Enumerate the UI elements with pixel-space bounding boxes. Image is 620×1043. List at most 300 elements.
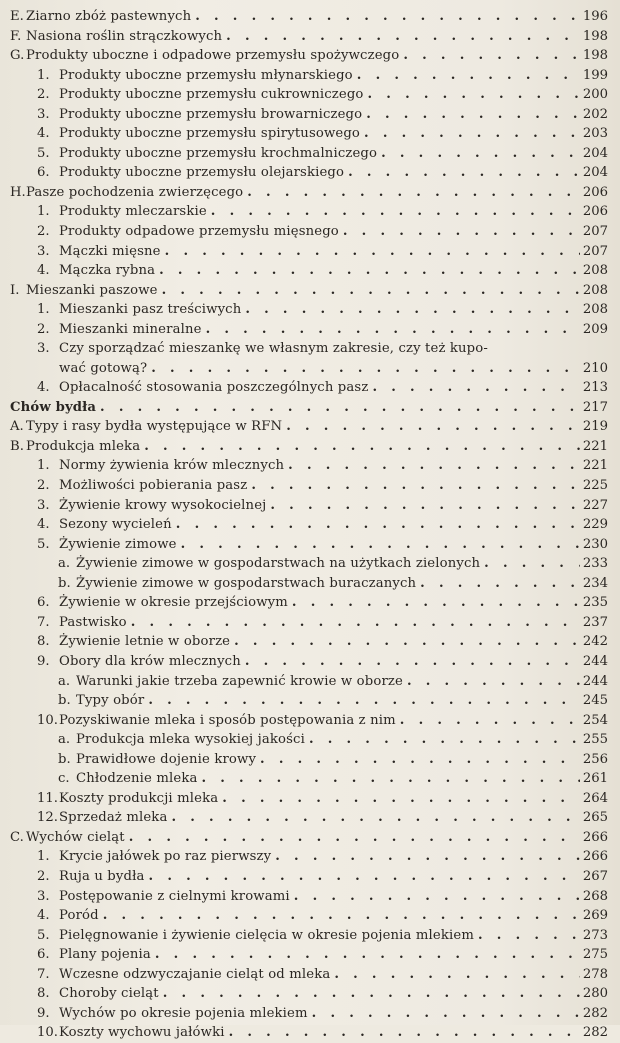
toc-entry — [0, 339, 620, 378]
toc-entry-title: Wychów cieląt — [26, 829, 125, 845]
toc-entry — [0, 242, 620, 262]
toc-entry — [0, 202, 620, 222]
toc-entry — [0, 398, 620, 418]
toc-entry-line — [37, 632, 584, 652]
dot-leader — [151, 359, 580, 379]
toc-entry-line — [37, 887, 584, 907]
toc-page-number: 268 — [582, 888, 608, 904]
toc-entry-line — [37, 378, 584, 398]
toc-page-number: 234 — [582, 575, 608, 591]
toc-entry-number: 8. — [37, 634, 50, 650]
toc-entry — [0, 808, 620, 828]
toc-entry — [0, 476, 620, 496]
toc-entry-title: Warunki jakie trzeba zapewnić krowie w oborze — [76, 673, 403, 689]
toc-entry — [0, 105, 620, 125]
toc-entry-number: b. — [58, 575, 71, 591]
toc-entry-line — [37, 847, 584, 867]
toc-entry-title: Choroby cieląt — [59, 986, 159, 1002]
toc-entry-title: Sprzedaż mleka — [59, 810, 168, 826]
toc-entry-number: B. — [10, 438, 24, 454]
toc-page-number: 267 — [582, 868, 608, 884]
toc-page-number: 244 — [582, 673, 608, 689]
toc-entry — [0, 183, 620, 203]
toc-entry-title: Produkty uboczne przemysłu spirytusowego — [59, 126, 361, 142]
toc-entry-number: b. — [58, 693, 71, 709]
toc-entry-line — [37, 808, 584, 828]
toc-entry-title: Obory dla krów mlecznych — [59, 653, 241, 669]
toc-page-number: 208 — [582, 282, 608, 298]
toc-entry-line — [58, 574, 584, 594]
toc-entry-line — [37, 1023, 584, 1043]
toc-entry — [0, 496, 620, 516]
dot-leader — [159, 261, 580, 281]
toc-entry-number: 6. — [37, 595, 50, 611]
toc-entry-line — [37, 476, 584, 496]
toc-entry-title: Ziarno zbóż pastewnych — [26, 9, 192, 24]
toc-page-number: 206 — [582, 184, 608, 200]
dot-leader — [211, 202, 580, 222]
toc-entry-title: Produkcja mleka wysokiej jakości — [76, 732, 305, 748]
dot-leader — [201, 769, 580, 789]
dot-leader — [234, 632, 580, 652]
dot-leader — [403, 46, 580, 66]
toc-entry-number: 4. — [37, 908, 50, 924]
toc-entry-line — [37, 242, 584, 262]
toc-entry — [0, 730, 620, 750]
toc-entry-number: 2. — [37, 224, 50, 240]
toc-entry-title-continued: wać gotową? — [59, 360, 148, 376]
dot-leader — [478, 926, 580, 946]
toc-entry-title: Pozyskiwanie mleka i sposób postępowania z nim — [59, 712, 396, 728]
toc-entry — [0, 1004, 620, 1024]
toc-entry-line — [10, 437, 584, 457]
toc-entry-title: Sezony wycieleń — [59, 517, 172, 533]
toc-page-number: 233 — [582, 556, 608, 572]
chapter-title: Chów bydła — [10, 399, 97, 415]
toc-entry-title: Ruja u bydła — [59, 868, 145, 884]
toc-page-number: 204 — [582, 145, 608, 161]
toc-page-number: 204 — [582, 165, 608, 181]
toc-page-number: 282 — [582, 1025, 608, 1041]
dot-leader — [484, 554, 580, 574]
toc-entry-title: Żywienie letnie w oborze — [59, 634, 231, 650]
toc-entry-line — [58, 730, 584, 750]
toc-entry-line — [37, 222, 584, 242]
toc-entry-title: Nasiona roślin strączkowych — [26, 28, 223, 44]
toc-entry-title: Produkty odpadowe przemysłu mięsnego — [59, 224, 339, 240]
toc-entry-line — [37, 965, 584, 985]
dot-leader — [195, 7, 580, 27]
toc-page-number: 208 — [582, 302, 608, 318]
toc-page-number: 266 — [582, 829, 608, 845]
toc-entry — [0, 163, 620, 183]
toc-entry — [0, 437, 620, 457]
toc-page-number: 196 — [582, 9, 608, 24]
toc-entry-number: 4. — [37, 126, 50, 142]
dot-leader — [343, 222, 580, 242]
toc-entry — [0, 691, 620, 711]
toc-entry-title: Produkty uboczne przemysłu cukrowniczego — [59, 87, 364, 103]
toc-entry-number: 9. — [37, 1005, 50, 1021]
toc-page-number: 265 — [582, 810, 608, 826]
dot-leader — [312, 1004, 580, 1024]
toc-entry — [0, 535, 620, 555]
toc-entry-number: 3. — [37, 497, 50, 513]
toc-entry-title: Produkty uboczne przemysłu młynarskiego — [59, 67, 353, 83]
toc-entry-line — [37, 867, 584, 887]
toc-page-number: 219 — [582, 419, 608, 435]
toc-page-number: 266 — [582, 849, 608, 865]
toc-entry-number: c. — [58, 771, 70, 787]
dot-leader — [149, 867, 580, 887]
toc-page-number: 275 — [582, 947, 608, 963]
toc-entry-number: 3. — [37, 243, 50, 259]
toc-entry-line — [37, 85, 584, 105]
toc-entry-number: 1. — [37, 204, 50, 220]
dot-leader — [368, 85, 581, 105]
toc-entry-number: a. — [58, 732, 71, 748]
toc-entry-line — [37, 105, 584, 125]
toc-entry-line — [37, 320, 584, 340]
toc-entry — [0, 711, 620, 731]
toc-entry — [0, 672, 620, 692]
toc-entry-number: H. — [10, 184, 26, 200]
toc-entry-line — [10, 7, 584, 27]
toc-entry — [0, 554, 620, 574]
toc-entry-line — [58, 750, 584, 770]
toc-entry-number: 10. — [37, 712, 58, 728]
toc-entry — [0, 652, 620, 672]
dot-leader — [163, 984, 580, 1004]
dot-leader — [129, 828, 580, 848]
toc-entry-number: 7. — [37, 614, 50, 630]
toc-page-number: 278 — [582, 966, 608, 982]
toc-entry — [0, 965, 620, 985]
toc-entry-line — [10, 828, 584, 848]
toc-page-number: 210 — [582, 360, 608, 376]
dot-leader — [155, 945, 580, 965]
toc-entry-line — [10, 183, 584, 203]
toc-entry-title: Poród — [59, 908, 99, 924]
toc-entry-number: 3. — [37, 888, 50, 904]
toc-page-number: 273 — [582, 927, 608, 943]
toc-entry-number: A. — [10, 419, 24, 435]
dot-leader — [247, 183, 580, 203]
toc-page-number: 255 — [582, 732, 608, 748]
toc-page-number: 203 — [582, 126, 608, 142]
toc-page-number: 208 — [582, 263, 608, 279]
toc-entry — [0, 613, 620, 633]
toc-entry-title: Pasze pochodzenia zwierzęcego — [26, 184, 244, 200]
toc-entry-number: 4. — [37, 380, 50, 396]
toc-entry-title: Wczesne odzwyczajanie cieląt od mleka — [59, 966, 331, 982]
dot-leader — [294, 887, 580, 907]
toc-entry-line — [58, 769, 584, 789]
toc-entry-title: Opłacalność stosowania poszczególnych pasz — [59, 380, 369, 396]
toc-page-number: 225 — [582, 478, 608, 494]
toc-entry-title: Plany pojenia — [59, 947, 151, 963]
toc-entry-number: 2. — [37, 868, 50, 884]
toc-entry-title: Mączka rybna — [59, 263, 156, 279]
toc-entry-title: Krycie jałówek po raz pierwszy — [59, 849, 272, 865]
toc-page-number: 198 — [582, 48, 608, 64]
dot-leader — [100, 398, 580, 418]
dot-leader — [270, 496, 580, 516]
toc-entry — [0, 1023, 620, 1043]
toc-page-number: 245 — [582, 693, 608, 709]
toc-entry-title: Typy i rasy bydła występujące w RFN — [26, 419, 283, 435]
toc-entry-title: Produkty uboczne przemysłu olejarskiego — [59, 165, 345, 181]
toc-entry — [0, 124, 620, 144]
dot-leader — [226, 27, 580, 47]
toc-entry-line — [37, 906, 584, 926]
toc-entry-line — [37, 926, 584, 946]
toc-entry-title: Żywienie zimowe w gospodarstwach na użytkach zielonych — [76, 556, 481, 572]
toc-page-number: 207 — [582, 243, 608, 259]
toc-page-number: 200 — [582, 87, 608, 103]
dot-leader — [181, 535, 580, 555]
dot-leader — [260, 750, 580, 770]
toc-entry-title: Postępowanie z cielnymi krowami — [59, 888, 290, 904]
toc-entry-number: 1. — [37, 67, 50, 83]
toc-entry — [0, 456, 620, 476]
toc-entry — [0, 769, 620, 789]
toc-entry — [0, 593, 620, 613]
toc-entry-number: G. — [10, 48, 25, 64]
toc-page-number: 227 — [582, 497, 608, 513]
toc-page-number: 256 — [582, 751, 608, 767]
dot-leader — [229, 1023, 580, 1043]
toc-page-number: 202 — [582, 106, 608, 122]
dot-leader — [222, 789, 580, 809]
toc-entry-line — [37, 711, 584, 731]
toc-entry-title: Koszty produkcji mleka — [59, 790, 219, 806]
toc-entry — [0, 926, 620, 946]
toc-entry-title: Produkty uboczne przemysłu krochmalniczego — [59, 145, 378, 161]
toc-entry-number: 6. — [37, 947, 50, 963]
toc-entry-title: Żywienie krowy wysokocielnej — [59, 497, 267, 513]
toc-entry-title: Mieszanki paszowe — [26, 282, 158, 298]
toc-page-number: 198 — [582, 28, 608, 44]
toc-entry-line — [37, 789, 584, 809]
toc-entry-number: 5. — [37, 145, 50, 161]
toc-page-number: 235 — [582, 595, 608, 611]
toc-page-number: 207 — [582, 224, 608, 240]
toc-entry-title: Czy sporządzać mieszankę we własnym zakresie, czy też kupo- — [59, 341, 488, 357]
dot-leader — [275, 847, 580, 867]
toc-entry — [0, 984, 620, 1004]
dot-leader — [381, 144, 580, 164]
toc-entry — [0, 847, 620, 867]
toc-entry-line — [37, 652, 584, 672]
dot-leader — [176, 515, 580, 535]
dot-leader — [286, 417, 580, 437]
toc-entry-line — [10, 27, 584, 47]
toc-entry — [0, 750, 620, 770]
toc-entry — [0, 320, 620, 340]
toc-entry — [0, 27, 620, 47]
toc-entry-title: Żywienie zimowe — [59, 536, 177, 552]
toc-entry-number: F. — [10, 28, 22, 44]
dot-leader — [334, 965, 580, 985]
toc-page-number: 264 — [582, 790, 608, 806]
toc-page-number: 282 — [582, 1005, 608, 1021]
toc-entry-line — [37, 1004, 584, 1024]
toc-entry-title: Koszty wychowu jałówki — [59, 1025, 225, 1041]
toc-entry-number: 4. — [37, 517, 50, 533]
toc-entry — [0, 85, 620, 105]
toc-page-number: 229 — [582, 517, 608, 533]
toc-page-number: 199 — [582, 67, 608, 83]
toc-entry-title: Chłodzenie mleka — [76, 771, 198, 787]
toc-page-number: 242 — [582, 634, 608, 650]
dot-leader — [148, 691, 580, 711]
toc-entry — [0, 300, 620, 320]
toc-entry-line — [37, 945, 584, 965]
toc-entry-title: Produkcja mleka — [26, 438, 141, 454]
toc-entry — [0, 906, 620, 926]
toc-entry-line — [37, 261, 584, 281]
toc-entry-title: Żywienie zimowe w gospodarstwach buraczanych — [76, 575, 417, 591]
toc-entry — [0, 144, 620, 164]
toc-entry-title: Pielęgnowanie i żywienie cielęcia w okresie pojenia mlekiem — [59, 927, 474, 943]
toc-entry-title: Wychów po okresie pojenia mlekiem — [59, 1005, 308, 1021]
toc-page-number: 269 — [582, 908, 608, 924]
toc-entry-line — [59, 359, 584, 379]
toc-entry-number: C. — [10, 829, 24, 845]
toc-page-number: 244 — [582, 653, 608, 669]
dot-leader — [407, 672, 580, 692]
toc-entry-title: Produkty mleczarskie — [59, 204, 207, 220]
toc-entry-line — [37, 163, 584, 183]
dot-leader — [245, 300, 580, 320]
toc-entry — [0, 417, 620, 437]
dot-leader — [103, 906, 580, 926]
toc-page-number: 221 — [582, 438, 608, 454]
toc-entry-line — [37, 613, 584, 633]
toc-entry-number: 6. — [37, 165, 50, 181]
dot-leader — [206, 320, 580, 340]
toc-entry-number: 3. — [37, 106, 50, 122]
toc-page-number: 217 — [582, 399, 608, 415]
toc-entry-number: E. — [10, 9, 24, 24]
table-of-contents — [0, 7, 620, 1043]
toc-entry — [0, 828, 620, 848]
toc-entry-line — [37, 496, 584, 516]
dot-leader — [288, 456, 580, 476]
dot-leader — [348, 163, 580, 183]
toc-entry-line — [37, 202, 584, 222]
dot-leader — [364, 124, 580, 144]
toc-entry-title: Normy żywienia krów mlecznych — [59, 458, 285, 474]
toc-page-number: 254 — [582, 712, 608, 728]
toc-entry-line — [37, 593, 584, 613]
toc-page-number: 221 — [582, 458, 608, 474]
dot-leader — [251, 476, 580, 496]
toc-entry-line — [37, 144, 584, 164]
toc-entry-number: 3. — [37, 341, 50, 357]
dot-leader — [162, 281, 580, 301]
toc-entry — [0, 632, 620, 652]
toc-entry-line — [37, 300, 584, 320]
toc-entry — [0, 789, 620, 809]
toc-entry — [0, 867, 620, 887]
dot-leader — [144, 437, 580, 457]
toc-page-number: 261 — [582, 771, 608, 787]
dot-leader — [400, 711, 580, 731]
toc-entry-line — [37, 515, 584, 535]
toc-entry-line — [37, 66, 584, 86]
toc-entry-number: I. — [10, 282, 20, 298]
toc-entry-number: 12. — [37, 810, 58, 826]
dot-leader — [420, 574, 580, 594]
toc-entry-title: Mieszanki mineralne — [59, 321, 202, 337]
toc-page-number: 280 — [582, 986, 608, 1002]
dot-leader — [292, 593, 580, 613]
toc-entry — [0, 574, 620, 594]
toc-entry-line — [10, 281, 584, 301]
toc-entry — [0, 261, 620, 281]
toc-page-number: 206 — [582, 204, 608, 220]
toc-entry-title: Mączki mięsne — [59, 243, 161, 259]
toc-entry-title: Żywienie w okresie przejściowym — [59, 595, 288, 611]
toc-entry — [0, 222, 620, 242]
toc-entry — [0, 515, 620, 535]
toc-entry-line — [10, 398, 584, 418]
toc-page-number: 209 — [582, 321, 608, 337]
toc-entry-number: 5. — [37, 536, 50, 552]
toc-entry-number: 10. — [37, 1025, 58, 1041]
toc-entry-title: Prawidłowe dojenie krowy — [76, 751, 257, 767]
toc-entry-number: b. — [58, 751, 71, 767]
toc-entry-number: 5. — [37, 927, 50, 943]
toc-entry-number: 8. — [37, 986, 50, 1002]
dot-leader — [131, 613, 580, 633]
toc-entry-line — [37, 456, 584, 476]
toc-entry-line — [10, 417, 584, 437]
dot-leader — [372, 378, 580, 398]
toc-entry-line — [37, 984, 584, 1004]
toc-entry-number: 1. — [37, 302, 50, 318]
toc-entry — [0, 66, 620, 86]
toc-entry-number: 7. — [37, 966, 50, 982]
toc-entry-line — [10, 46, 584, 66]
toc-entry-number: a. — [58, 673, 71, 689]
toc-entry — [0, 887, 620, 907]
toc-entry — [0, 281, 620, 301]
toc-entry-number: 9. — [37, 653, 50, 669]
toc-entry-title: Możliwości pobierania pasz — [59, 478, 248, 494]
toc-entry — [0, 46, 620, 66]
toc-entry-title: Mieszanki pasz treściwych — [59, 302, 242, 318]
toc-entry-number: 2. — [37, 478, 50, 494]
dot-leader — [357, 66, 580, 86]
toc-entry-line — [37, 124, 584, 144]
dot-leader — [245, 652, 580, 672]
toc-entry-number: 11. — [37, 790, 58, 806]
toc-entry — [0, 378, 620, 398]
toc-entry-number: 1. — [37, 849, 50, 865]
toc-entry-line — [58, 672, 584, 692]
toc-entry-number: a. — [58, 556, 71, 572]
toc-entry-line — [37, 535, 584, 555]
toc-entry-number: 1. — [37, 458, 50, 474]
toc-entry-title: Typy obór — [76, 693, 145, 709]
dot-leader — [165, 242, 580, 262]
toc-entry — [0, 7, 620, 27]
toc-entry-line — [58, 554, 584, 574]
toc-entry-number: 2. — [37, 321, 50, 337]
